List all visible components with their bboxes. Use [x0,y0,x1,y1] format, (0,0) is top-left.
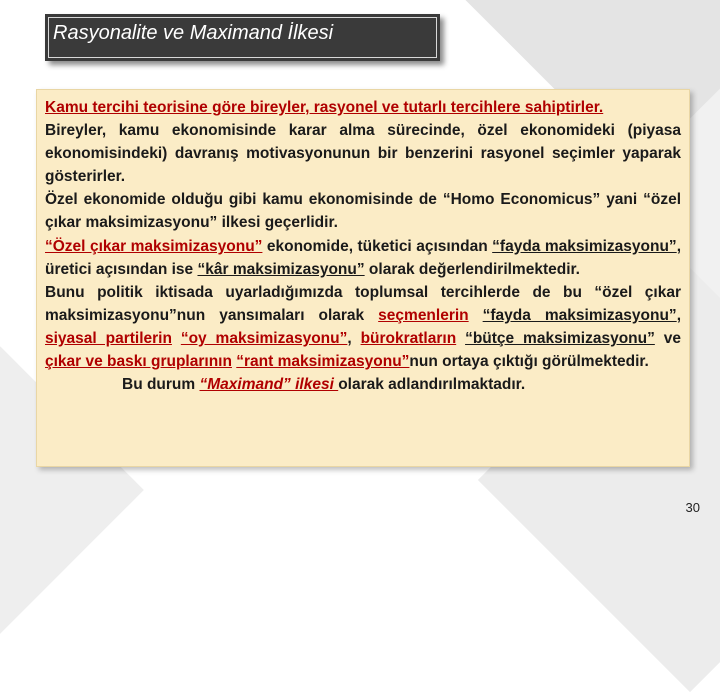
text-segment: ekonomide, tüketici açısından [262,237,493,255]
paragraph-1 [45,96,681,119]
highlight-baski-gruplari: çıkar ve baskı gruplarının [45,353,232,371]
text-segment [172,330,181,347]
paragraph-5 [45,281,681,373]
text-segment: , [347,329,361,347]
text-segment: Bunu politik iktisada uyarladığımızda toplumsal tercihlerde de bu “özel çıkar maksimizasyonu”nun yansımaları olarak [45,283,681,324]
page-number: 30 [685,500,700,515]
text-segment: ve [654,329,681,347]
text-segment: olarak değerlendirilmektedir. [364,260,580,278]
highlight-kar: “kâr maksimizasyonu” [197,260,365,278]
text-segment [469,307,483,324]
text-segment: nun ortaya çıktığı görülmektedir. [409,353,649,371]
text-block [45,96,681,396]
text-segment: Bu durum [122,376,200,394]
text-segment: , [676,306,681,324]
highlight-rant-max: “rant maksimizasyonu” [236,353,410,371]
paragraph-6 [45,373,681,396]
paragraph-4 [45,235,681,281]
paragraph-2: Bireyler, kamu ekonomisinde karar alma sürecinde, özel ekonomideki (piyasa ekonomisindeki) davranış motivasyonunun bir benzerini rasyonel seçimler yaparak gösterirler. [45,122,681,186]
highlight-burokratlar: bürokratların [360,329,457,347]
text-segment: olarak adlandırılmaktadır. [338,376,526,394]
highlight-oy-max: “oy maksimizasyonu” [180,329,348,347]
text-segment: , üretici açısından ise [45,237,681,278]
highlight-maximand: “Maximand” ilkesi [199,376,339,394]
slide-title: Rasyonalite ve Maximand İlkesi [53,22,334,44]
highlight-ozel-cikar: “Özel çıkar maksimizasyonu” [45,237,263,255]
highlight-secmenler: seçmenlerin [378,306,469,324]
highlight-fayda-max: “fayda maksimizasyonu” [482,306,677,324]
content-box [36,89,690,467]
text-segment [456,330,465,347]
paragraph-3: Özel ekonomide olduğu gibi kamu ekonomisinde de “Homo Economicus” yani “özel çıkar maksimizasyonu” ilkesi geçerlidir. [45,191,681,232]
slide-title-bar [45,14,440,61]
highlight-butce-max: “bütçe maksimizasyonu” [465,329,655,347]
intro-statement: Kamu tercihi teorisine göre bireyler, rasyonel ve tutarlı tercihlere sahiptirler. [45,99,604,116]
highlight-siyasal-partiler: siyasal partilerin [45,329,172,347]
highlight-fayda: “fayda maksimizasyonu” [492,237,677,255]
